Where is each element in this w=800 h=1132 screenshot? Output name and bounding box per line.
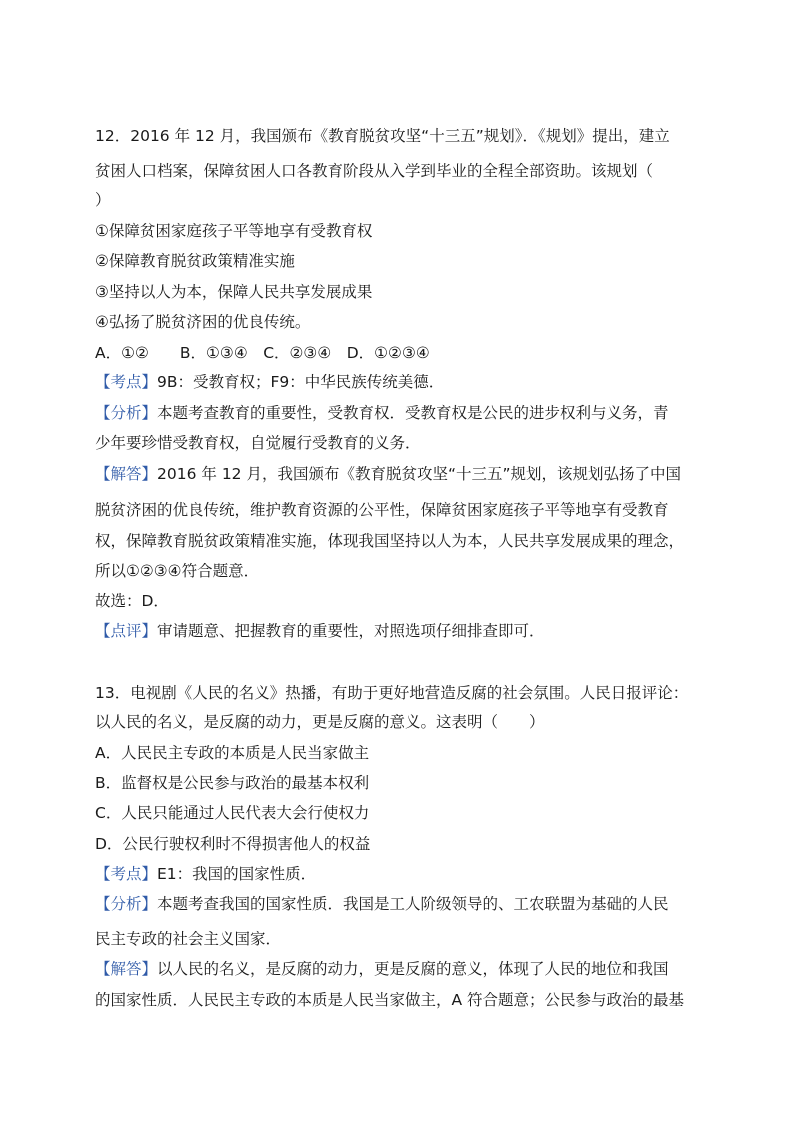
q13-fenxi-line-1	[95, 893, 720, 915]
jieda-tag: 【解答】	[95, 465, 158, 483]
q12-jieda-line-4: 所以①②③④符合题意．	[95, 562, 260, 580]
q12-statement-4: ④弘扬了脱贫济困的优良传统。	[95, 313, 311, 331]
q12-statement-1: ①保障贫困家庭孩子平等地享有受教育权	[95, 222, 373, 240]
q12-answer: 故选：D．	[95, 592, 169, 610]
q12-statement-2: ②保障教育脱贫政策精准实施	[95, 252, 295, 270]
q12-stem-line-2: 贫困人口档案，保障贫困人口各教育阶段从入学到毕业的全程全部资助。该规划（	[95, 162, 654, 180]
q12-jieda-line-3: 权，保障教育脱贫政策精准实施，体现我国坚持以人为本，人民共享发展成果的理念，	[95, 532, 685, 550]
q13-fenxi-line-2: 民主专政的社会主义国家．	[95, 930, 282, 948]
q12-options: A．①② B．①③④ C．②③④ D．①②③④	[95, 344, 430, 362]
q12-jieda-line-1	[95, 463, 720, 485]
dianping-tag: 【点评】	[95, 622, 158, 640]
dianping-text: 审请题意、把握教育的重要性，对照选项仔细排查即可．	[157, 622, 545, 640]
fenxi-text-1: 本题考查我国的国家性质．我国是工人阶级领导的、工农联盟为基础的人民	[157, 895, 669, 913]
fenxi-tag: 【分析】	[95, 404, 158, 422]
q12-fenxi-line-2: 少年要珍惜受教育权，自觉履行受教育的义务．	[95, 434, 421, 452]
kaodian-text: 9B：受教育权；F9：中华民族传统美德．	[157, 373, 445, 391]
jieda-text-1: 以人民的名义，是反腐的动力，更是反腐的意义，体现了人民的地位和我国	[157, 960, 669, 978]
q12-statement-3: ③坚持以人为本，保障人民共享发展成果	[95, 283, 373, 301]
q13-stem-line-2: 以人民的名义，是反腐的动力，更是反腐的意义。这表明（ ）	[95, 713, 545, 731]
fenxi-text-1: 本题考查教育的重要性，受教育权．受教育权是公民的进步权利与义务，青	[157, 404, 669, 422]
q13-stem-line-1: 13．电视剧《人民的名义》热播，有助于更好地营造反腐的社会氛围。人民日报评论：	[95, 684, 689, 702]
q13-option-d: D．公民行驶权利时不得损害他人的权益	[95, 835, 371, 853]
kaodian-tag: 【考点】	[95, 373, 158, 391]
jieda-text-1: 2016 年 12 月，我国颁布《教育脱贫攻坚“十三五”规划，该规划弘扬了中国	[157, 465, 682, 483]
q13-option-a: A．人民民主专政的本质是人民当家做主	[95, 744, 370, 762]
fenxi-tag: 【分析】	[95, 895, 158, 913]
kaodian-tag: 【考点】	[95, 865, 158, 883]
q12-fenxi-line-1	[95, 402, 720, 424]
q13-option-c: C．人民只能通过人民代表大会行使权力	[95, 804, 370, 822]
q13-kaodian	[95, 863, 720, 885]
kaodian-text: E1：我国的国家性质．	[157, 865, 317, 883]
q13-jieda-line-1	[95, 958, 720, 980]
jieda-tag: 【解答】	[95, 960, 158, 978]
q13-jieda-line-2: 的国家性质．人民民主专政的本质是人民当家做主，A 符合题意；公民参与政治的最基	[95, 991, 685, 1009]
q12-kaodian	[95, 371, 720, 393]
q12-stem-line-1: 12．2016 年 12 月，我国颁布《教育脱贫攻坚“十三五”规划》．《规划》提出，建立	[95, 127, 670, 145]
q12-dianping	[95, 620, 720, 642]
q13-option-b: B．监督权是公民参与政治的最基本权利	[95, 774, 370, 792]
q12-stem-line-3: ）	[95, 191, 111, 209]
q12-jieda-line-2: 脱贫济困的优良传统，维护教育资源的公平性，保障贫困家庭孩子平等地享有受教育	[95, 501, 669, 519]
